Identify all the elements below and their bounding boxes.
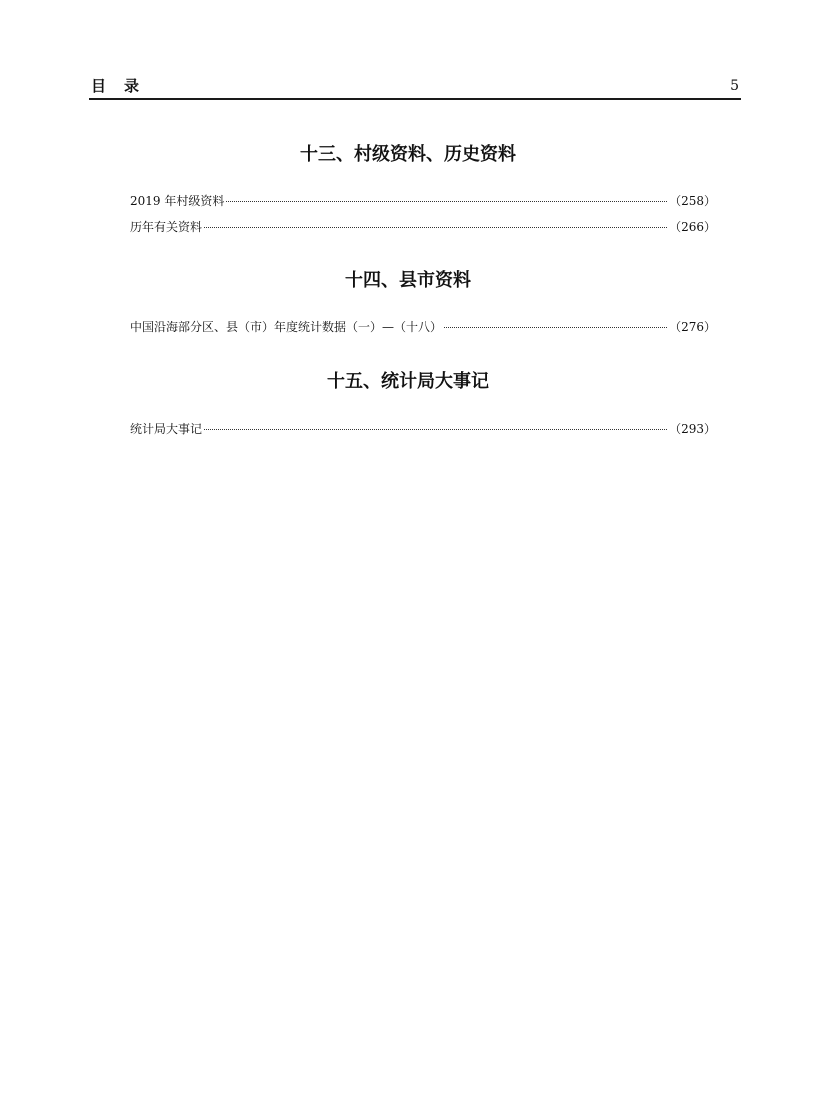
toc-leader-dots	[204, 227, 667, 228]
toc-entry-label: 中国沿海部分区、县（市）年度统计数据（一）—（十八）	[130, 320, 443, 334]
toc-entry[interactable]	[130, 219, 716, 235]
toc-entry[interactable]	[130, 193, 716, 209]
section-title-15: 十五、统计局大事记	[327, 371, 489, 392]
toc-entry-page: （266）	[669, 220, 716, 234]
toc-entry-label: 2019 年村级资料	[130, 194, 225, 208]
toc-entry[interactable]	[130, 319, 716, 335]
toc-leader-dots	[444, 327, 667, 328]
toc-entry-page: （258）	[669, 194, 716, 208]
toc-entry[interactable]	[130, 421, 716, 437]
toc-entry-label: 统计局大事记	[130, 422, 203, 436]
page-header	[89, 76, 741, 100]
section-title-14: 十四、县市资料	[345, 270, 471, 291]
toc-entry-page: （276）	[669, 320, 716, 334]
header-page-number: 5	[730, 78, 739, 94]
header-title: 目录	[91, 77, 158, 95]
toc-leader-dots	[226, 201, 667, 202]
toc-leader-dots	[204, 429, 667, 430]
toc-entry-label: 历年有关资料	[130, 220, 203, 234]
toc-entry-page: （293）	[669, 422, 716, 436]
section-title-13: 十三、村级资料、历史资料	[300, 144, 516, 165]
